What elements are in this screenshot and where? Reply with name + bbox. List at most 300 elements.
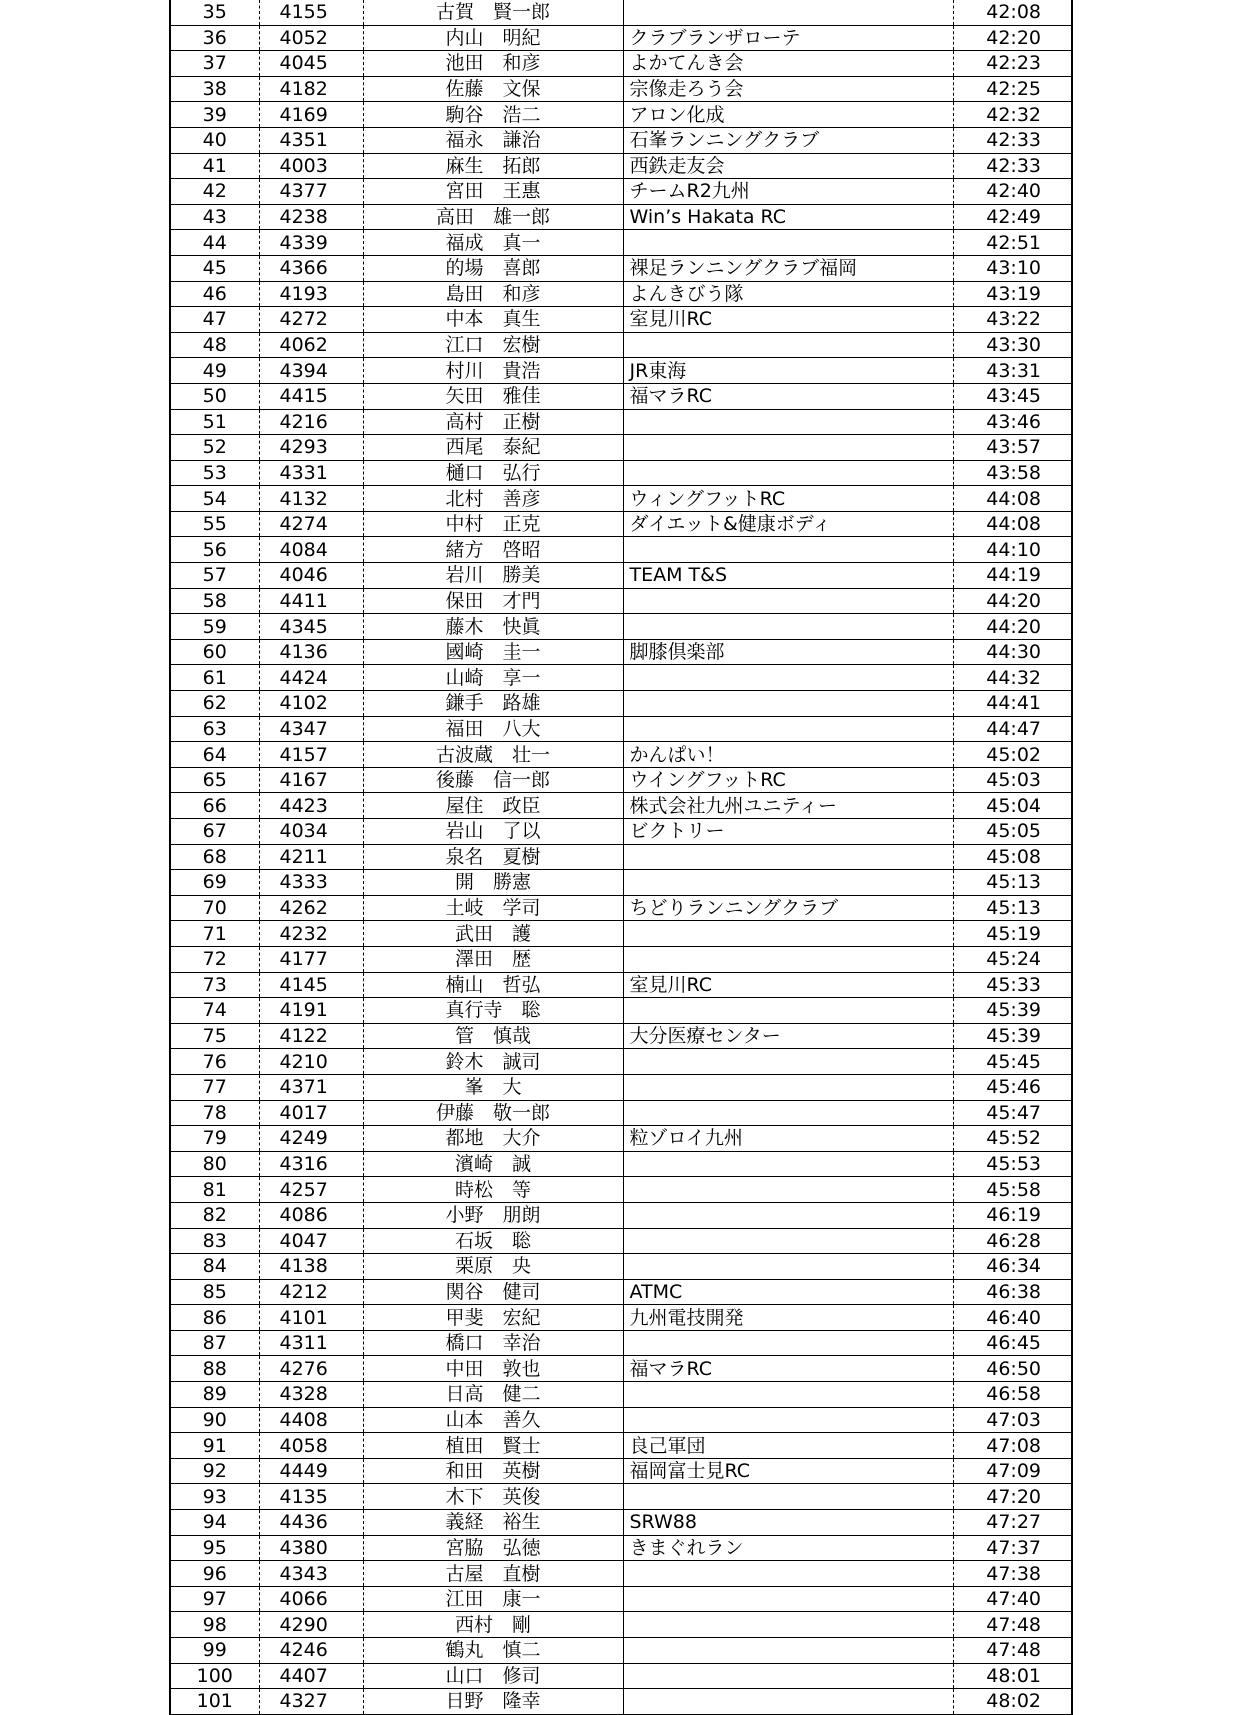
- club-cell: クラブランザローテ: [623, 25, 953, 51]
- table-row: [171, 1433, 1071, 1459]
- runner-name-cell: 澤田 歴: [363, 946, 623, 972]
- rank-cell: 98: [171, 1612, 259, 1638]
- table-row: [171, 1100, 1071, 1126]
- table-row: [171, 1279, 1071, 1305]
- finish-time-cell: 44:32: [953, 665, 1071, 691]
- table-row: [171, 255, 1071, 281]
- runner-name-cell: 中田 敦也: [363, 1356, 623, 1382]
- finish-time-cell: 46:28: [953, 1228, 1071, 1254]
- runner-name-cell: 義経 裕生: [363, 1510, 623, 1536]
- rank-cell: 65: [171, 767, 259, 793]
- club-cell: ウイングフットRC: [623, 767, 953, 793]
- club-cell: [623, 537, 953, 563]
- finish-time-cell: 44:19: [953, 563, 1071, 589]
- bib-number-cell: 4290: [259, 1612, 363, 1638]
- finish-time-cell: 43:45: [953, 383, 1071, 409]
- club-cell: [623, 844, 953, 870]
- club-cell: 脚膝倶楽部: [623, 639, 953, 665]
- finish-time-cell: 45:24: [953, 946, 1071, 972]
- runner-name-cell: 伊藤 敬一郎: [363, 1100, 623, 1126]
- table-row: [171, 998, 1071, 1024]
- runner-name-cell: 峯 大: [363, 1074, 623, 1100]
- finish-time-cell: 45:53: [953, 1151, 1071, 1177]
- club-cell: チームR2九州: [623, 179, 953, 205]
- runner-name-cell: 土岐 学司: [363, 895, 623, 921]
- club-cell: 宗像走ろう会: [623, 76, 953, 102]
- runner-name-cell: 福永 謙治: [363, 127, 623, 153]
- table-row: [171, 1254, 1071, 1280]
- rank-cell: 54: [171, 486, 259, 512]
- runner-name-cell: 麻生 拓郎: [363, 153, 623, 179]
- table-row: [171, 819, 1071, 845]
- rank-cell: 69: [171, 870, 259, 896]
- bib-number-cell: 4238: [259, 204, 363, 230]
- runner-name-cell: 藤木 快眞: [363, 614, 623, 640]
- bib-number-cell: 4047: [259, 1228, 363, 1254]
- runner-name-cell: 西尾 泰紀: [363, 435, 623, 461]
- finish-time-cell: 46:34: [953, 1254, 1071, 1280]
- rank-cell: 83: [171, 1228, 259, 1254]
- bib-number-cell: 4423: [259, 793, 363, 819]
- finish-time-cell: 43:46: [953, 409, 1071, 435]
- runner-name-cell: 泉名 夏樹: [363, 844, 623, 870]
- table-row: [171, 383, 1071, 409]
- finish-time-cell: 46:45: [953, 1330, 1071, 1356]
- bib-number-cell: 4045: [259, 51, 363, 77]
- runner-name-cell: 江口 宏樹: [363, 332, 623, 358]
- club-cell: [623, 409, 953, 435]
- finish-time-cell: 48:01: [953, 1663, 1071, 1689]
- bib-number-cell: 4034: [259, 819, 363, 845]
- table-row: [171, 1638, 1071, 1664]
- club-cell: [623, 460, 953, 486]
- bib-number-cell: 4394: [259, 358, 363, 384]
- table-row: [171, 281, 1071, 307]
- table-row: [171, 204, 1071, 230]
- rank-cell: 43: [171, 204, 259, 230]
- bib-number-cell: 4328: [259, 1382, 363, 1408]
- table-row: [171, 1023, 1071, 1049]
- bib-number-cell: 4177: [259, 946, 363, 972]
- rank-cell: 96: [171, 1561, 259, 1587]
- bib-number-cell: 4351: [259, 127, 363, 153]
- club-cell: [623, 1177, 953, 1203]
- club-cell: 粒ゾロイ九州: [623, 1126, 953, 1152]
- finish-time-cell: 42:32: [953, 102, 1071, 128]
- rank-cell: 90: [171, 1407, 259, 1433]
- club-cell: [623, 230, 953, 256]
- finish-time-cell: 47:37: [953, 1535, 1071, 1561]
- runner-name-cell: 山崎 享一: [363, 665, 623, 691]
- table-row: [171, 332, 1071, 358]
- results-table-sheet: [169, 0, 1073, 1715]
- finish-time-cell: 42:33: [953, 153, 1071, 179]
- bib-number-cell: 4380: [259, 1535, 363, 1561]
- finish-time-cell: 45:03: [953, 767, 1071, 793]
- bib-number-cell: 4066: [259, 1586, 363, 1612]
- finish-time-cell: 44:20: [953, 588, 1071, 614]
- finish-time-cell: 44:08: [953, 486, 1071, 512]
- rank-cell: 85: [171, 1279, 259, 1305]
- runner-name-cell: 島田 和彦: [363, 281, 623, 307]
- runner-name-cell: 古賀 賢一郎: [363, 0, 623, 25]
- rank-cell: 60: [171, 639, 259, 665]
- finish-time-cell: 46:50: [953, 1356, 1071, 1382]
- finish-time-cell: 42:51: [953, 230, 1071, 256]
- rank-cell: 78: [171, 1100, 259, 1126]
- table-row: [171, 1510, 1071, 1536]
- table-row: [171, 1126, 1071, 1152]
- bib-number-cell: 4327: [259, 1689, 363, 1715]
- rank-cell: 51: [171, 409, 259, 435]
- table-row: [171, 358, 1071, 384]
- table-row: [171, 691, 1071, 717]
- bib-number-cell: 4274: [259, 511, 363, 537]
- rank-cell: 80: [171, 1151, 259, 1177]
- finish-time-cell: 43:31: [953, 358, 1071, 384]
- rank-cell: 62: [171, 691, 259, 717]
- rank-cell: 42: [171, 179, 259, 205]
- bib-number-cell: 4101: [259, 1305, 363, 1331]
- table-row: [171, 563, 1071, 589]
- rank-cell: 97: [171, 1586, 259, 1612]
- finish-time-cell: 44:30: [953, 639, 1071, 665]
- finish-time-cell: 47:27: [953, 1510, 1071, 1536]
- club-cell: [623, 1638, 953, 1664]
- finish-time-cell: 44:20: [953, 614, 1071, 640]
- runner-name-cell: 宮田 王惠: [363, 179, 623, 205]
- rank-cell: 57: [171, 563, 259, 589]
- rank-cell: 41: [171, 153, 259, 179]
- bib-number-cell: 4347: [259, 716, 363, 742]
- bib-number-cell: 4157: [259, 742, 363, 768]
- rank-cell: 71: [171, 921, 259, 947]
- finish-time-cell: 45:05: [953, 819, 1071, 845]
- bib-number-cell: 4212: [259, 1279, 363, 1305]
- runner-name-cell: 都地 大介: [363, 1126, 623, 1152]
- runner-name-cell: 矢田 雅佳: [363, 383, 623, 409]
- club-cell: 株式会社九州ユニティー: [623, 793, 953, 819]
- rank-cell: 39: [171, 102, 259, 128]
- bib-number-cell: 4102: [259, 691, 363, 717]
- runner-name-cell: 福田 八大: [363, 716, 623, 742]
- finish-time-cell: 45:33: [953, 972, 1071, 998]
- rank-cell: 89: [171, 1382, 259, 1408]
- table-row: [171, 1382, 1071, 1408]
- table-row: [171, 1151, 1071, 1177]
- bib-number-cell: 4449: [259, 1458, 363, 1484]
- table-row: [171, 1535, 1071, 1561]
- table-row: [171, 793, 1071, 819]
- bib-number-cell: 4167: [259, 767, 363, 793]
- rank-cell: 91: [171, 1433, 259, 1459]
- finish-time-cell: 44:08: [953, 511, 1071, 537]
- results-table-body: [171, 0, 1071, 1714]
- club-cell: [623, 1228, 953, 1254]
- rank-cell: 74: [171, 998, 259, 1024]
- runner-name-cell: 中本 真生: [363, 307, 623, 333]
- bib-number-cell: 4366: [259, 255, 363, 281]
- club-cell: [623, 1100, 953, 1126]
- bib-number-cell: 4343: [259, 1561, 363, 1587]
- bib-number-cell: 4138: [259, 1254, 363, 1280]
- bib-number-cell: 4046: [259, 563, 363, 589]
- table-row: [171, 1177, 1071, 1203]
- table-row: [171, 179, 1071, 205]
- table-row: [171, 76, 1071, 102]
- runner-name-cell: 村川 貴浩: [363, 358, 623, 384]
- runner-name-cell: 日野 隆幸: [363, 1689, 623, 1715]
- club-cell: かんぱい！: [623, 742, 953, 768]
- runner-name-cell: 日高 健二: [363, 1382, 623, 1408]
- rank-cell: 53: [171, 460, 259, 486]
- club-cell: [623, 614, 953, 640]
- table-row: [171, 1484, 1071, 1510]
- bib-number-cell: 4017: [259, 1100, 363, 1126]
- rank-cell: 100: [171, 1663, 259, 1689]
- runner-name-cell: 岩川 勝美: [363, 563, 623, 589]
- bib-number-cell: 4371: [259, 1074, 363, 1100]
- bib-number-cell: 4333: [259, 870, 363, 896]
- finish-time-cell: 42:20: [953, 25, 1071, 51]
- club-cell: [623, 921, 953, 947]
- finish-time-cell: 45:58: [953, 1177, 1071, 1203]
- finish-time-cell: 45:08: [953, 844, 1071, 870]
- club-cell: [623, 1254, 953, 1280]
- runner-name-cell: 時松 等: [363, 1177, 623, 1203]
- rank-cell: 64: [171, 742, 259, 768]
- finish-time-cell: 42:33: [953, 127, 1071, 153]
- finish-time-cell: 43:19: [953, 281, 1071, 307]
- club-cell: [623, 1382, 953, 1408]
- runner-name-cell: 後藤 信一郎: [363, 767, 623, 793]
- club-cell: Win’s Hakata RC: [623, 204, 953, 230]
- runner-name-cell: 江田 康一: [363, 1586, 623, 1612]
- bib-number-cell: 4411: [259, 588, 363, 614]
- club-cell: 良己軍団: [623, 1433, 953, 1459]
- table-row: [171, 1407, 1071, 1433]
- table-row: [171, 0, 1071, 25]
- table-row: [171, 1689, 1071, 1715]
- finish-time-cell: 47:48: [953, 1612, 1071, 1638]
- bib-number-cell: 4436: [259, 1510, 363, 1536]
- rank-cell: 73: [171, 972, 259, 998]
- rank-cell: 61: [171, 665, 259, 691]
- club-cell: [623, 1407, 953, 1433]
- table-row: [171, 1458, 1071, 1484]
- bib-number-cell: 4122: [259, 1023, 363, 1049]
- club-cell: ビクトリー: [623, 819, 953, 845]
- club-cell: 室見川RC: [623, 972, 953, 998]
- bib-number-cell: 4136: [259, 639, 363, 665]
- runner-name-cell: 鶴丸 慎二: [363, 1638, 623, 1664]
- rank-cell: 63: [171, 716, 259, 742]
- runner-name-cell: 石坂 聡: [363, 1228, 623, 1254]
- finish-time-cell: 45:46: [953, 1074, 1071, 1100]
- rank-cell: 93: [171, 1484, 259, 1510]
- table-row: [171, 742, 1071, 768]
- finish-time-cell: 42:40: [953, 179, 1071, 205]
- bib-number-cell: 4135: [259, 1484, 363, 1510]
- runner-name-cell: 高田 雄一郎: [363, 204, 623, 230]
- finish-time-cell: 48:02: [953, 1689, 1071, 1715]
- table-row: [171, 511, 1071, 537]
- bib-number-cell: 4216: [259, 409, 363, 435]
- runner-name-cell: 池田 和彦: [363, 51, 623, 77]
- bib-number-cell: 4211: [259, 844, 363, 870]
- rank-cell: 45: [171, 255, 259, 281]
- finish-time-cell: 43:10: [953, 255, 1071, 281]
- runner-name-cell: 管 慎哉: [363, 1023, 623, 1049]
- rank-cell: 88: [171, 1356, 259, 1382]
- table-row: [171, 1561, 1071, 1587]
- table-row: [171, 460, 1071, 486]
- rank-cell: 81: [171, 1177, 259, 1203]
- finish-time-cell: 45:02: [953, 742, 1071, 768]
- bib-number-cell: 4246: [259, 1638, 363, 1664]
- finish-time-cell: 44:10: [953, 537, 1071, 563]
- club-cell: [623, 1561, 953, 1587]
- rank-cell: 36: [171, 25, 259, 51]
- club-cell: [623, 1612, 953, 1638]
- bib-number-cell: 4132: [259, 486, 363, 512]
- table-row: [171, 1305, 1071, 1331]
- bib-number-cell: 4003: [259, 153, 363, 179]
- bib-number-cell: 4058: [259, 1433, 363, 1459]
- club-cell: ATMC: [623, 1279, 953, 1305]
- table-row: [171, 767, 1071, 793]
- bib-number-cell: 4084: [259, 537, 363, 563]
- finish-time-cell: 47:03: [953, 1407, 1071, 1433]
- finish-time-cell: 44:47: [953, 716, 1071, 742]
- rank-cell: 70: [171, 895, 259, 921]
- rank-cell: 67: [171, 819, 259, 845]
- finish-time-cell: 46:38: [953, 1279, 1071, 1305]
- runner-name-cell: 國崎 圭一: [363, 639, 623, 665]
- club-cell: SRW88: [623, 1510, 953, 1536]
- bib-number-cell: 4424: [259, 665, 363, 691]
- finish-time-cell: 45:04: [953, 793, 1071, 819]
- bib-number-cell: 4191: [259, 998, 363, 1024]
- bib-number-cell: 4155: [259, 0, 363, 25]
- club-cell: アロン化成: [623, 102, 953, 128]
- finish-time-cell: 45:13: [953, 870, 1071, 896]
- bib-number-cell: 4262: [259, 895, 363, 921]
- table-row: [171, 895, 1071, 921]
- rank-cell: 99: [171, 1638, 259, 1664]
- table-row: [171, 435, 1071, 461]
- bib-number-cell: 4232: [259, 921, 363, 947]
- table-row: [171, 1356, 1071, 1382]
- club-cell: 福マラRC: [623, 383, 953, 409]
- finish-time-cell: 45:19: [953, 921, 1071, 947]
- rank-cell: 101: [171, 1689, 259, 1715]
- bib-number-cell: 4249: [259, 1126, 363, 1152]
- rank-cell: 66: [171, 793, 259, 819]
- runner-name-cell: 福成 真一: [363, 230, 623, 256]
- rank-cell: 79: [171, 1126, 259, 1152]
- rank-cell: 95: [171, 1535, 259, 1561]
- rank-cell: 35: [171, 0, 259, 25]
- club-cell: [623, 870, 953, 896]
- club-cell: [623, 1074, 953, 1100]
- runner-name-cell: 楠山 哲弘: [363, 972, 623, 998]
- finish-time-cell: 42:49: [953, 204, 1071, 230]
- rank-cell: 77: [171, 1074, 259, 1100]
- rank-cell: 40: [171, 127, 259, 153]
- runner-name-cell: 真行寺 聡: [363, 998, 623, 1024]
- club-cell: [623, 1202, 953, 1228]
- finish-time-cell: 47:38: [953, 1561, 1071, 1587]
- bib-number-cell: 4145: [259, 972, 363, 998]
- runner-name-cell: 木下 英俊: [363, 1484, 623, 1510]
- runner-name-cell: 甲斐 宏紀: [363, 1305, 623, 1331]
- bib-number-cell: 4377: [259, 179, 363, 205]
- table-row: [171, 870, 1071, 896]
- runner-name-cell: 保田 才門: [363, 588, 623, 614]
- results-table: [171, 0, 1071, 1715]
- rank-cell: 68: [171, 844, 259, 870]
- club-cell: [623, 588, 953, 614]
- club-cell: [623, 1586, 953, 1612]
- table-row: [171, 1202, 1071, 1228]
- bib-number-cell: 4257: [259, 1177, 363, 1203]
- runner-name-cell: 緒方 啓昭: [363, 537, 623, 563]
- rank-cell: 82: [171, 1202, 259, 1228]
- rank-cell: 48: [171, 332, 259, 358]
- bib-number-cell: 4311: [259, 1330, 363, 1356]
- club-cell: [623, 691, 953, 717]
- finish-time-cell: 47:08: [953, 1433, 1071, 1459]
- finish-time-cell: 43:22: [953, 307, 1071, 333]
- bib-number-cell: 4339: [259, 230, 363, 256]
- runner-name-cell: 山本 善久: [363, 1407, 623, 1433]
- rank-cell: 94: [171, 1510, 259, 1536]
- table-row: [171, 230, 1071, 256]
- club-cell: [623, 1484, 953, 1510]
- club-cell: ウィングフットRC: [623, 486, 953, 512]
- club-cell: [623, 1049, 953, 1075]
- table-row: [171, 639, 1071, 665]
- finish-time-cell: 47:40: [953, 1586, 1071, 1612]
- club-cell: 九州電技開発: [623, 1305, 953, 1331]
- club-cell: ちどりランニングクラブ: [623, 895, 953, 921]
- runner-name-cell: 山口 修司: [363, 1663, 623, 1689]
- club-cell: [623, 716, 953, 742]
- bib-number-cell: 4276: [259, 1356, 363, 1382]
- rank-cell: 52: [171, 435, 259, 461]
- runner-name-cell: 関谷 健司: [363, 1279, 623, 1305]
- runner-name-cell: 古波蔵 壮一: [363, 742, 623, 768]
- rank-cell: 55: [171, 511, 259, 537]
- finish-time-cell: 45:52: [953, 1126, 1071, 1152]
- finish-time-cell: 43:57: [953, 435, 1071, 461]
- bib-number-cell: 4408: [259, 1407, 363, 1433]
- table-row: [171, 127, 1071, 153]
- club-cell: TEAM T&S: [623, 563, 953, 589]
- rank-cell: 50: [171, 383, 259, 409]
- runner-name-cell: 和田 英樹: [363, 1458, 623, 1484]
- finish-time-cell: 44:41: [953, 691, 1071, 717]
- rank-cell: 58: [171, 588, 259, 614]
- runner-name-cell: 宮脇 弘徳: [363, 1535, 623, 1561]
- table-row: [171, 665, 1071, 691]
- club-cell: ダイエット&健康ボディ: [623, 511, 953, 537]
- finish-time-cell: 46:58: [953, 1382, 1071, 1408]
- table-row: [171, 307, 1071, 333]
- table-row: [171, 51, 1071, 77]
- runner-name-cell: 古屋 直樹: [363, 1561, 623, 1587]
